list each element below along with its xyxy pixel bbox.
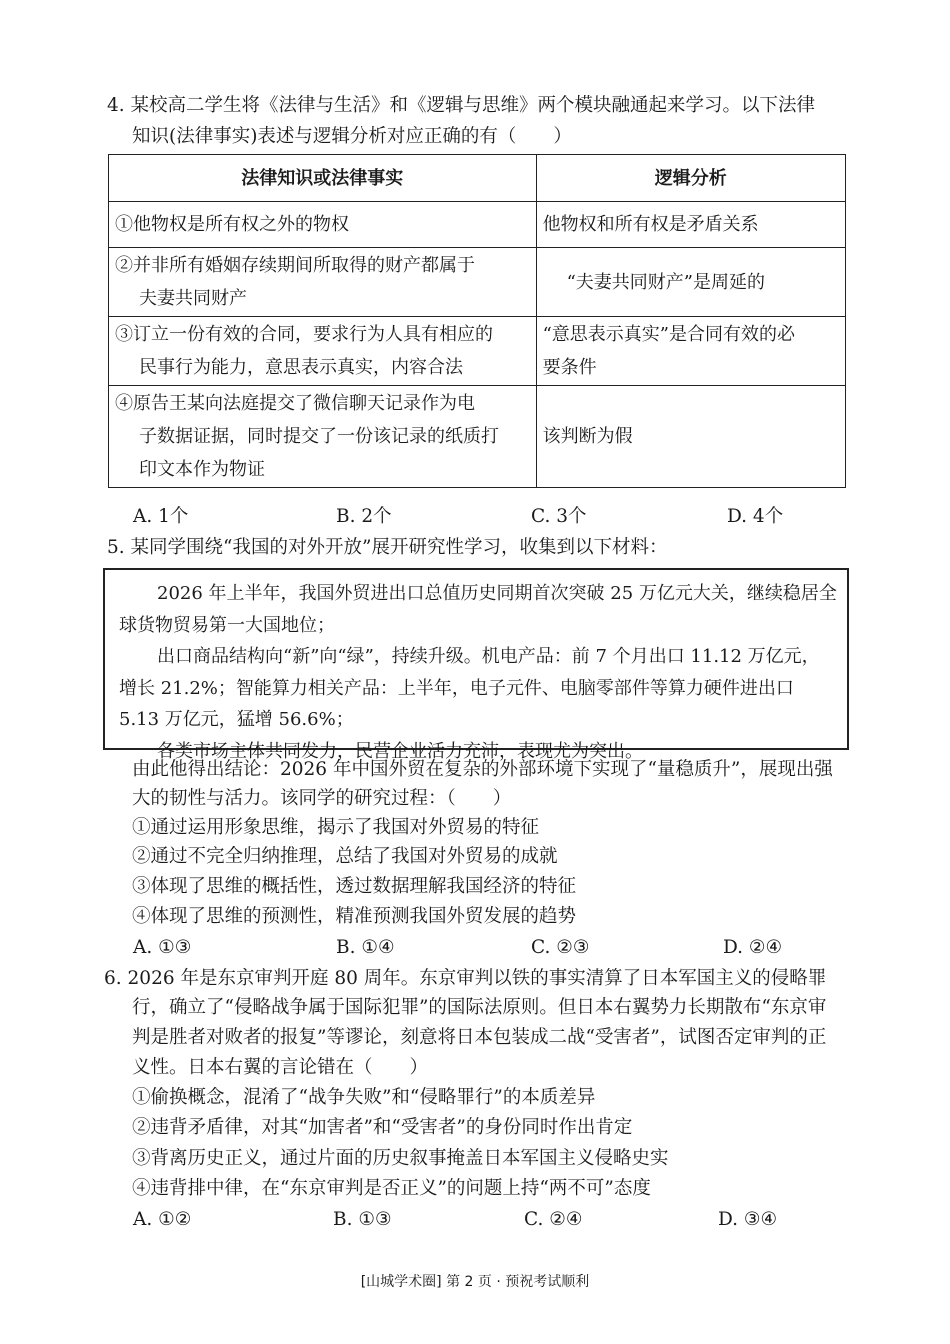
cell-text: “意思表示真实”是合同有效的必 — [542, 324, 795, 345]
table-row — [109, 202, 846, 248]
choice-b[interactable]: B. ①③ — [333, 1209, 392, 1230]
q6-stem-line2: 行，确立了“侵略战争属于国际犯罪”的国际法原则。但日本右翼势力长期散布“东京审 — [132, 997, 827, 1018]
q6-stem-line1: 6. 2026 年是东京审判开庭 80 周年。东京审判以铁的事实清算了日本军国主义的侵略罪 — [104, 968, 827, 989]
q6-option-3: ③背离历史正义，通过片面的历史叙事掩盖日本军国主义侵略史实 — [132, 1148, 669, 1169]
cell-text: ④原告王某向法庭提交了微信聊天记录作为电 — [115, 393, 475, 414]
q5-conclusion-line1: 由此他得出结论：2026 年中国外贸在复杂的外部环境下实现了“量稳质升”，展现出强 — [132, 759, 833, 780]
cell-text: 夫妻共同财产 — [139, 288, 247, 309]
choice-d[interactable]: D. 4个 — [727, 506, 784, 527]
cell-text: ③订立一份有效的合同，要求行为人具有相应的 — [115, 324, 493, 345]
q5-option-1: ①通过运用形象思维，揭示了我国对外贸易的特征 — [132, 817, 540, 838]
cell-text: ①他物权是所有权之外的物权 — [115, 214, 349, 235]
material-paragraph: 各类市场主体共同发力，民营企业活力充沛，表现尤为突出。 — [157, 740, 643, 762]
cell-text: 印文本作为物证 — [139, 459, 265, 480]
q5-material-box — [103, 568, 849, 762]
cell-text: 要条件 — [542, 357, 597, 378]
q5-option-4: ④体现了思维的预测性，精准预测我国外贸发展的趋势 — [132, 906, 577, 927]
table-cell-left — [109, 386, 537, 488]
table-cell-left — [109, 317, 537, 386]
q6-option-1: ①偷换概念，混淆了“战争失败”和“侵略罪行”的本质差异 — [132, 1087, 596, 1108]
table-header-right: 逻辑分析 — [536, 155, 845, 202]
cell-text: 该判断为假 — [542, 426, 633, 447]
q6-option-2: ②违背矛盾律，对其“加害者”和“受害者”的身份同时作出肯定 — [132, 1117, 633, 1138]
cell-text: 民事行为能力，意思表示真实，内容合法 — [139, 357, 463, 378]
q6-option-4: ④违背排中律，在“东京审判是否正义”的问题上持“两不可”态度 — [132, 1178, 651, 1199]
cell-text: “夫妻共同财产”是周延的 — [566, 271, 765, 293]
choice-c[interactable]: C. ②④ — [524, 1209, 583, 1230]
choice-a[interactable]: A. 1个 — [133, 506, 189, 527]
q4-table — [108, 154, 846, 488]
table-row — [109, 386, 846, 488]
table-row — [109, 317, 846, 386]
material-paragraph: 2026 年上半年，我国外贸进出口总值历史同期首次突破 25 万亿元大关，继续稳居全球货物贸易第一大国地位； — [119, 583, 837, 636]
table-row — [109, 248, 846, 317]
table-header-left: 法律知识或法律事实 — [109, 155, 537, 202]
table-cell-right — [536, 317, 845, 386]
q5-option-3: ③体现了思维的概括性，透过数据理解我国经济的特征 — [132, 876, 577, 897]
page-footer: [山城学术圈] 第 2 页 · 预祝考试顺利 — [360, 1274, 590, 1290]
q6-stem-line3: 判是胜者对败者的报复”等谬论，刻意将日本包装成二战“受害者”，试图否定审判的正 — [132, 1027, 827, 1048]
q6-stem-line4: 义性。日本右翼的言论错在（ ） — [132, 1057, 429, 1078]
table-cell-left — [109, 248, 537, 317]
table-cell-right — [536, 202, 845, 248]
choice-a[interactable]: A. ①③ — [133, 937, 192, 958]
q4-stem-line2: 知识(法律事实)表述与逻辑分析对应正确的有（ ） — [132, 126, 572, 147]
table-cell-left — [109, 202, 537, 248]
choice-a[interactable]: A. ①② — [133, 1209, 192, 1230]
cell-text: ②并非所有婚姻存续期间所取得的财产都属于 — [115, 255, 475, 276]
choice-b[interactable]: B. 2个 — [336, 506, 392, 527]
choice-c[interactable]: C. ②③ — [531, 937, 590, 958]
q4-stem-line1: 4. 某校高二学生将《法律与生活》和《逻辑与思维》两个模块融通起来学习。以下法律 — [107, 95, 816, 116]
cell-text: 子数据证据，同时提交了一份该记录的纸质打 — [139, 426, 499, 447]
choice-d[interactable]: D. ②④ — [723, 937, 783, 958]
cell-text: 他物权和所有权是矛盾关系 — [542, 214, 759, 235]
material-paragraph: 出口商品结构向“新”向“绿”，持续升级。机电产品：前 7 个月出口 11.12 万亿元，增长 21.2%；智能算力相关产品：上半年，电子元件、电脑零部件等算力硬件进出口 5.13 万亿元，猛增 56.6%； — [119, 646, 820, 730]
table-cell-right — [536, 248, 845, 317]
q5-stem: 5. 某同学围绕“我国的对外开放”展开研究性学习，收集到以下材料： — [107, 537, 668, 558]
table-cell-right — [536, 386, 845, 488]
choice-d[interactable]: D. ③④ — [718, 1209, 778, 1230]
choice-b[interactable]: B. ①④ — [336, 937, 395, 958]
q5-option-2: ②通过不完全归纳推理，总结了我国对外贸易的成就 — [132, 846, 558, 867]
table-header-row — [109, 155, 846, 202]
q5-conclusion-line2: 大的韧性与活力。该同学的研究过程：（ ） — [132, 788, 512, 809]
choice-c[interactable]: C. 3个 — [531, 506, 587, 527]
